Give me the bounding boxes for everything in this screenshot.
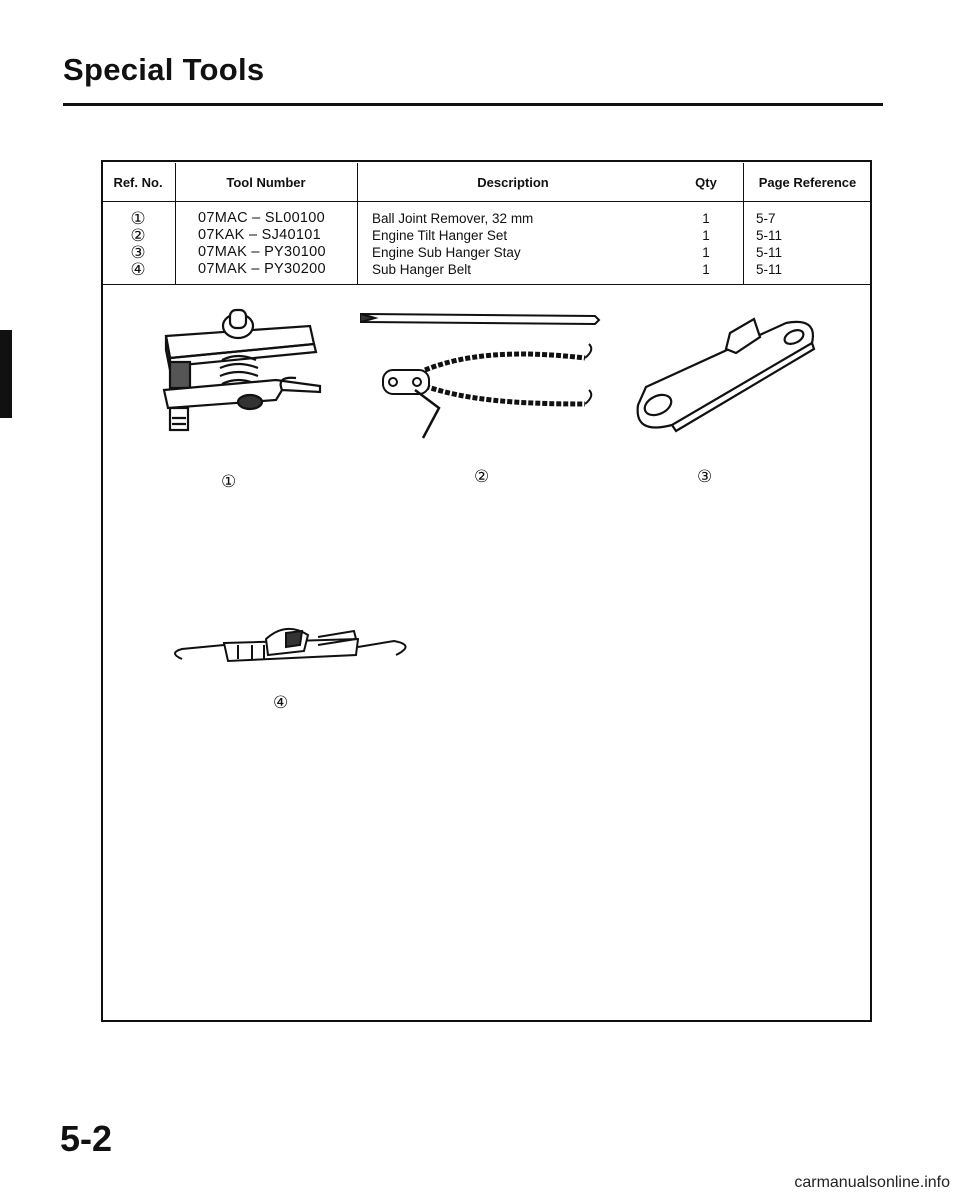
tool-description: Ball Joint Remover, 32 mm [372, 211, 534, 226]
tools-frame [101, 160, 872, 1022]
page-number: 5-2 [60, 1118, 113, 1159]
tool-qty: 1 [702, 262, 710, 277]
page-reference: 5-11 [756, 245, 783, 260]
ref-number: ② [130, 226, 146, 245]
ref-column [101, 202, 176, 285]
tool-description: Engine Sub Hanger Stay [372, 245, 521, 260]
tool-number: 07MAC – SL00100 [198, 210, 326, 226]
tool-number: 07MAK – PY30100 [198, 244, 326, 260]
figure-label: ② [474, 467, 490, 486]
header-tool-number: Tool Number [176, 163, 358, 202]
figure-label: ① [221, 472, 237, 491]
page-reference: 5-7 [756, 211, 776, 226]
table-row [101, 202, 872, 285]
figure-label: ③ [697, 467, 713, 486]
tool-qty: 1 [702, 211, 710, 226]
header-description: Description [358, 163, 670, 202]
ref-number: ① [130, 209, 146, 228]
table-header-row [101, 163, 872, 202]
title-rule [63, 103, 883, 106]
watermark-text: carmanualsonline.info [794, 1174, 950, 1191]
ref-number: ④ [130, 260, 146, 279]
header-page-reference: Page Reference [744, 163, 873, 202]
tool-number: 07KAK – SJ40101 [198, 227, 322, 243]
description-column [358, 202, 670, 285]
page-reference: 5-11 [756, 262, 783, 277]
header-ref-no: Ref. No. [101, 163, 176, 202]
page-reference: 5-11 [756, 228, 783, 243]
engine-tilt-hanger-set-drawing [355, 300, 620, 445]
section-tab-marker [0, 330, 12, 418]
ball-joint-remover-drawing [150, 300, 335, 445]
page-title: Special Tools [63, 52, 265, 87]
engine-sub-hanger-stay-drawing [618, 305, 833, 435]
tool-qty: 1 [702, 245, 710, 260]
figure-label: ④ [273, 693, 289, 712]
sub-hanger-belt-drawing [168, 625, 423, 675]
tool-description: Engine Tilt Hanger Set [372, 228, 508, 243]
tool-qty: 1 [702, 228, 710, 243]
tool-description: Sub Hanger Belt [372, 262, 472, 277]
tool-number-column [176, 202, 358, 285]
qty-column [669, 202, 744, 285]
header-qty: Qty [669, 163, 744, 202]
page-reference-column [744, 202, 873, 285]
special-tools-table [101, 163, 872, 285]
tool-number: 07MAK – PY30200 [198, 261, 326, 277]
ref-number: ③ [130, 243, 146, 262]
